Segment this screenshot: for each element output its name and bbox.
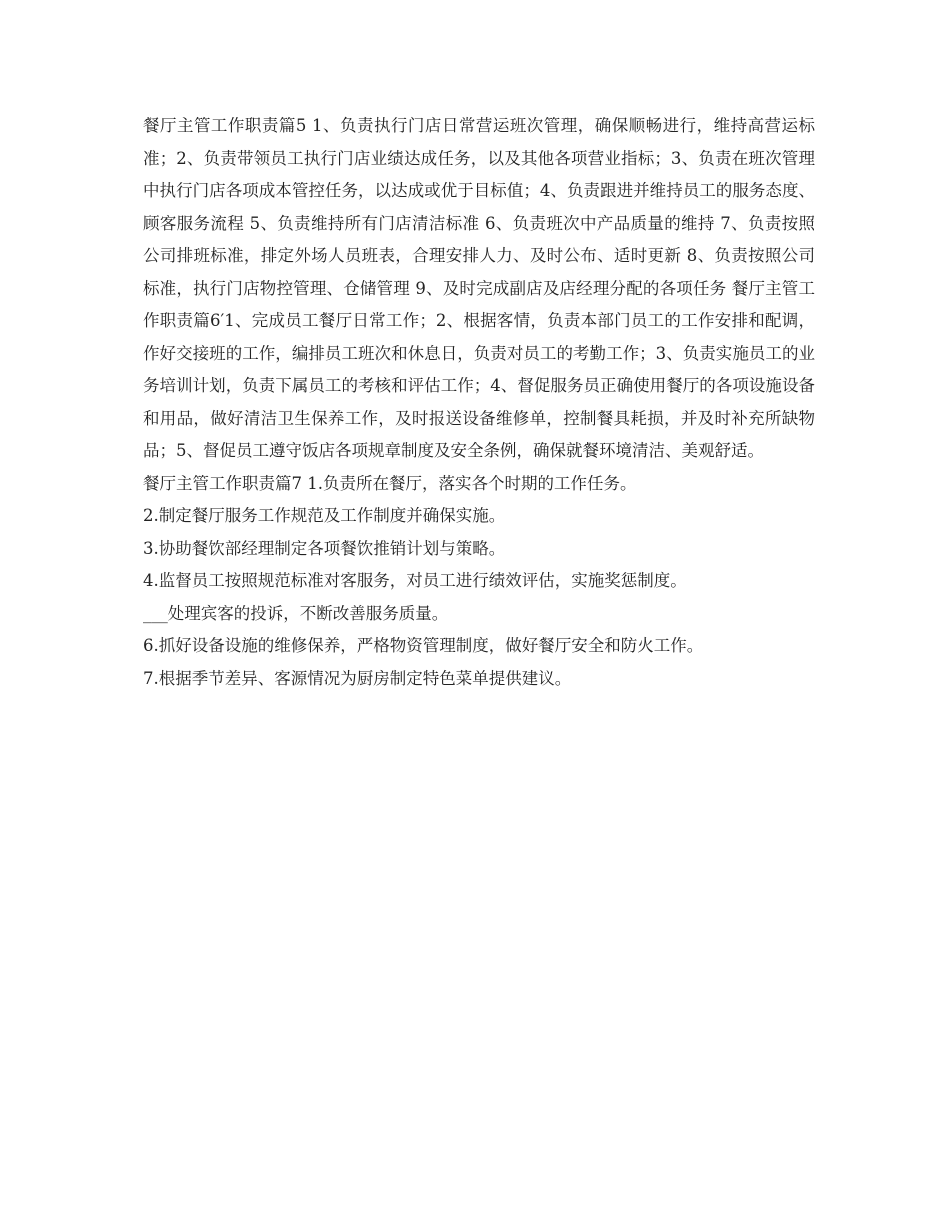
document-body <box>143 110 815 695</box>
paragraph-duties-7-item-6: 6.抓好设备设施的维修保养，严格物资管理制度，做好餐厅安全和防火工作。 <box>143 636 704 655</box>
paragraph-duties-7-item-1: 餐厅主管工作职责篇7 1.负责所在餐厅，落实各个时期的工作任务。 <box>143 473 637 493</box>
paragraph-duties-7-item-7: 7.根据季节差异、客源情况为厨房制定特色菜单提供建议。 <box>143 668 572 688</box>
paragraph-duties-5-6: 餐厅主管工作职责篇5 1、负责执行门店日常营运班次管理，确保顺畅进行，维持高营运标准；2、负责带领员工执行门店业绩达成任务，以及其他各项营业指标；3、负责在班次管理中执行门店各项成本管控任务，以达成或优于目标值；4、负责跟进并维持员工的服务态度、顾客服务流程 5、负责维持所有门店清洁标准 6、负责班次中产品质量的维持 7、负责按照公司排班标准，排定外场人员班表，合理安排人力、及时公布、适时更新 8、负责按照公司标准，执行门店物控管理、仓储管理 9、及时完成副店及店经理分配的各项任务 餐厅主管工作职责篇6′1、完成员工餐厅日常工作；2、根据客情，负责本部门员工的工作安排和配调，作好交接班的工作，编排员工班次和休息日，负责对员工的考勤工作；3、负责实施员工的业务培训计划，负责下属员工的考核和评估工作；4、督促服务员正确使用餐厅的各项设施设备和用品，做好清洁卫生保养工作，及时报送设备维修单，控制餐具耗损，并及时补充所缺物品；5、督促员工遵守饭店各项规章制度及安全条例，确保就餐环境清洁、美观舒适。 <box>143 116 815 460</box>
paragraph-duties-7-item-5: ___处理宾客的投诉，不断改善服务质量。 <box>143 603 449 623</box>
paragraph-duties-7-item-3: 3.协助餐饮部经理制定各项餐饮推销计划与策略。 <box>143 538 506 558</box>
paragraph-duties-7-item-2: 2.制定餐厅服务工作规范及工作制度并确保实施。 <box>143 506 506 525</box>
paragraph-duties-7-item-4: 4.监督员工按照规范标准对客服务，对员工进行绩效评估，实施奖惩制度。 <box>143 571 687 590</box>
